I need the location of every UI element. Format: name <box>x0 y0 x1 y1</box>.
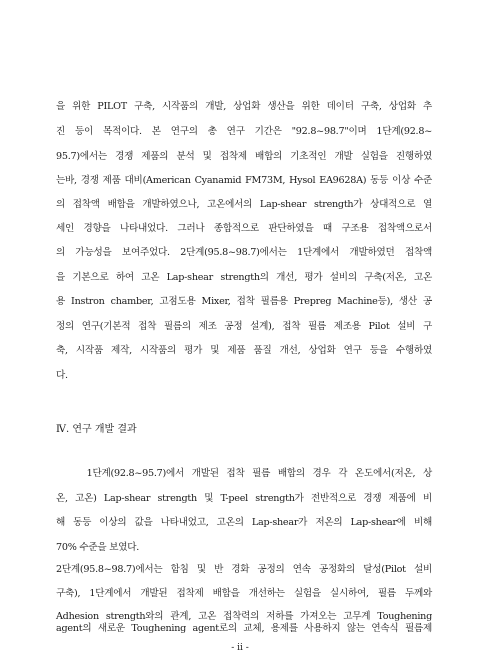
paragraph1-line: 의 접착액 배합을 개발하였으나, 고온에서의 Lap-shear strength가 상대적으로 열 <box>56 199 432 210</box>
paragraph3-line: 구축), 1단계에서 개발된 접착제 배합을 개선하는 실험을 실시하여, 필름 두께와 <box>56 588 432 599</box>
paragraph1-line: 는바, 경쟁 제품 대비(American Cyanamid FM73M, Hysol EA9628A) 동등 이상 수준 <box>56 175 432 186</box>
section-heading: Ⅳ. 연구 개발 결과 <box>56 424 137 435</box>
paragraph1-line: 정의 연구(기본적 접착 필름의 제조 공정 설계), 접착 필름 제조용 Pilot 설비 구 <box>56 321 432 332</box>
paragraph1-line: 축, 시작품 제작, 시작품의 평가 및 제품 품질 개선, 상업화 연구 등을 수행하였 <box>56 345 432 356</box>
paragraph1-line: 의 가능성을 보여주었다. 2단계(95.8~98.7)에서는 1단계에서 개발하였던 접착액 <box>56 247 432 258</box>
paragraph3-line: 2단계(95.8~98.7)에서는 함침 및 반 경화 공정의 연속 공정화의 달성(Pilot 설비 <box>56 564 432 575</box>
paragraph1-line: 다. <box>56 370 68 381</box>
paragraph2-line: 1단계(92.8~95.7)에서 개발된 접착 필름 배합의 경우 각 온도에서(저온, 상 <box>56 468 432 479</box>
paragraph3-line: agent의 새로운 Toughening agent로의 교체, 용제를 사용하지 않는 연속식 필름제 <box>56 623 432 634</box>
paragraph1-line: 용 Instron chamber, 고점도용 Mixer, 접착 필름용 Prepreg Machine등), 생산 공 <box>56 296 432 307</box>
paragraph3-line: Adhesion strength와의 관계, 고온 접착력의 저하를 가져오는 고무계 Toughening <box>56 611 432 622</box>
paragraph1-line: 진 등이 목적이다. 본 연구의 총 연구 기간은 "92.8~98.7"이며 1단계(92.8~ <box>56 126 432 137</box>
paragraph2-line: 70% 수준을 보였다. <box>56 542 140 553</box>
paragraph1-line: 95.7)에서는 경쟁 제품의 분석 및 접착제 배합의 기초적인 개발 실험을 진행하였 <box>56 151 432 162</box>
paragraph1-line: 을 위한 PILOT 구축, 시작품의 개발, 상업화 생산을 위한 데이터 구축, 상업화 추 <box>56 101 432 112</box>
paragraph1-line: 세인 경향을 나타내었다. 그러나 종합적으로 판단하였을 때 구조용 접착액으로서 <box>56 223 432 234</box>
paragraph1-line: 을 기본으로 하여 고온 Lap-shear strength의 개선, 평가 설비의 구축(저온, 고온 <box>56 272 432 283</box>
paragraph2-line: 해 동등 이상의 값을 나타내었고, 고온의 Lap-shear가 저온의 Lap-shear에 비해 <box>56 517 432 528</box>
page-number: - ii - <box>231 643 249 653</box>
paragraph2-line: 온, 고온) Lap-shear strength 및 T-peel strength가 전반적으로 경쟁 제품에 비 <box>56 493 432 504</box>
